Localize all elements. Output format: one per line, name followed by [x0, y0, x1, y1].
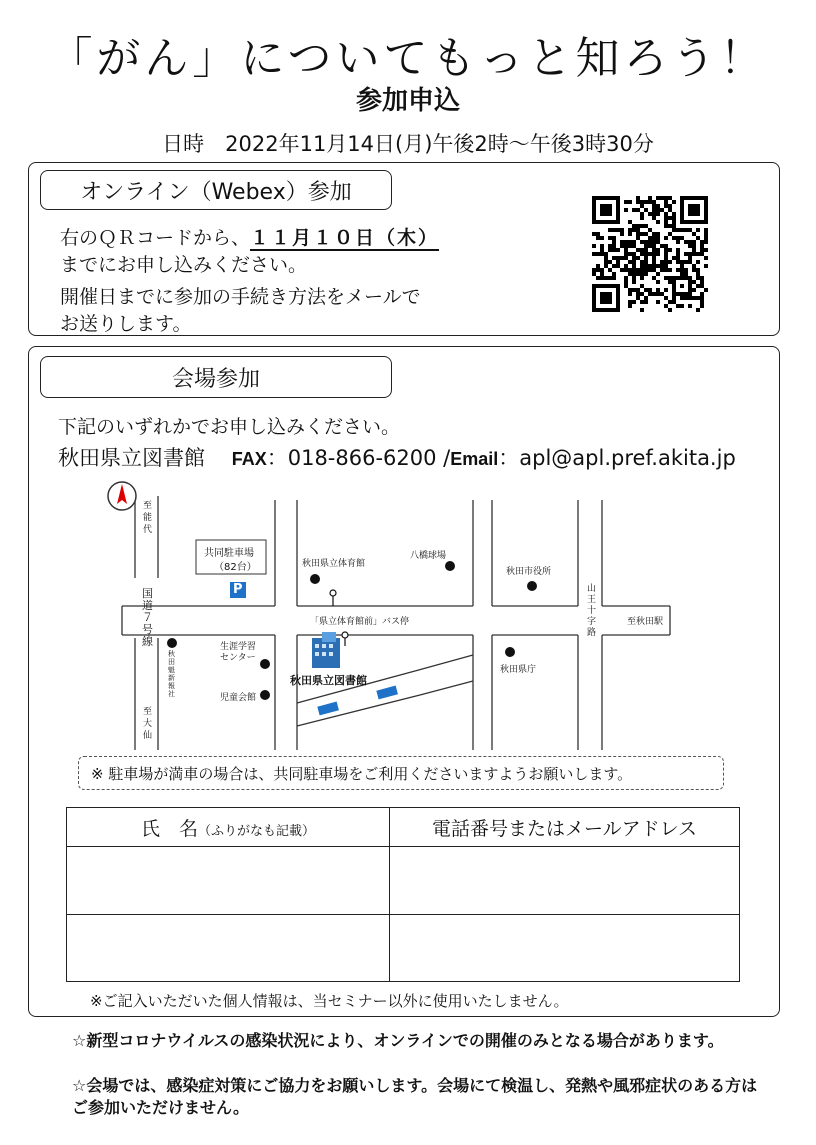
map-label-bus-stop: 「県立体育館前」バス停	[310, 617, 410, 627]
online-deadline: １１月１０日（木）	[250, 227, 440, 249]
map-label-learning-center: 生涯学習センター	[220, 642, 257, 663]
event-datetime: 日時 2022年11月14日(月)午後2時～午後3時30分	[162, 132, 654, 156]
name-cell-row1[interactable]	[67, 847, 390, 915]
north-arrow-icon	[108, 482, 136, 510]
online-tag: オンライン（Webex）参加	[40, 170, 392, 210]
contact-cell-row2[interactable]	[390, 915, 740, 982]
name-column-header	[67, 808, 390, 847]
name-note: （ふりがなも記載）	[198, 823, 316, 839]
map-label-library: 秋田県立図書館	[290, 674, 367, 687]
parking-note: ※ 駐車場が満車の場合は、共同駐車場をご利用くださいますようお願いします。	[78, 756, 724, 790]
registration-table	[66, 807, 740, 982]
map-label-sanno: 山王十字路	[587, 584, 597, 638]
fax-label: FAX	[231, 449, 267, 469]
venue-contact	[58, 442, 736, 472]
venue-instruction: 下記のいずれかでお申し込みください。	[58, 416, 401, 438]
map-label-parking-count: （82台）	[214, 562, 257, 573]
email-address[interactable]: ：apl@apl.pref.akita.jp	[498, 446, 736, 470]
map-label-sakigake: 秋田魁新報社	[168, 650, 175, 698]
online-instructions	[60, 225, 439, 338]
contact-column-header: 電話番号またはメールアドレス	[390, 808, 740, 847]
map-label-to-station: 至秋田駅	[627, 617, 664, 627]
online-line2: までにお申し込みください。	[60, 254, 308, 276]
page-subtitle: 参加申込	[355, 86, 460, 116]
library-name: 秋田県立図書館	[58, 446, 205, 470]
qr-code[interactable]	[592, 196, 708, 312]
online-line1-prefix: 右のＱＲコードから、	[60, 227, 251, 249]
contact-cell-row1[interactable]	[390, 847, 740, 915]
name-cell-row2[interactable]	[67, 915, 390, 982]
online-line3: 開催日までに参加の手続き方法をメールで	[60, 286, 421, 308]
library-building-icon	[312, 632, 340, 668]
page-title: 「がん」についてもっと知ろう！	[48, 33, 768, 84]
online-line4: お送りします。	[60, 313, 192, 335]
email-label: Email	[450, 449, 499, 469]
map-label-to-noshiro: 至能代	[143, 501, 153, 535]
map-label-pref-office: 秋田県庁	[500, 665, 537, 675]
map-label-to-omagari: 至大仙	[143, 707, 153, 741]
map-label-city-office: 秋田市役所	[506, 567, 552, 577]
name-label: 氏 名	[140, 817, 198, 840]
fax-number[interactable]: ：018-866-6200 /	[266, 446, 451, 470]
venue-tag: 会場参加	[40, 356, 392, 398]
map-label-hachibashi: 八橋球場	[410, 551, 447, 561]
footer-note-1: ☆新型コロナウイルスの感染状況により、オンラインでの開催のみとなる場合があります。	[72, 1031, 724, 1050]
map-label-gym: 秋田県立体育館	[302, 559, 366, 569]
footer-note-2: ☆会場では、感染症対策にご協力をお願いします。会場にて検温し、発熱や風邪症状のある方はご参加いただけません。	[72, 1076, 758, 1117]
parking-icon-label: P	[233, 582, 243, 597]
map-label-childrens-hall: 児童会館	[220, 693, 257, 703]
map-label-parking: 共同駐車場	[204, 548, 254, 559]
map-label-route7: 国道７号線	[142, 587, 153, 648]
privacy-note: ※ご記入いただいた個人情報は、当セミナー以外に使用いたしません。	[90, 992, 569, 1010]
